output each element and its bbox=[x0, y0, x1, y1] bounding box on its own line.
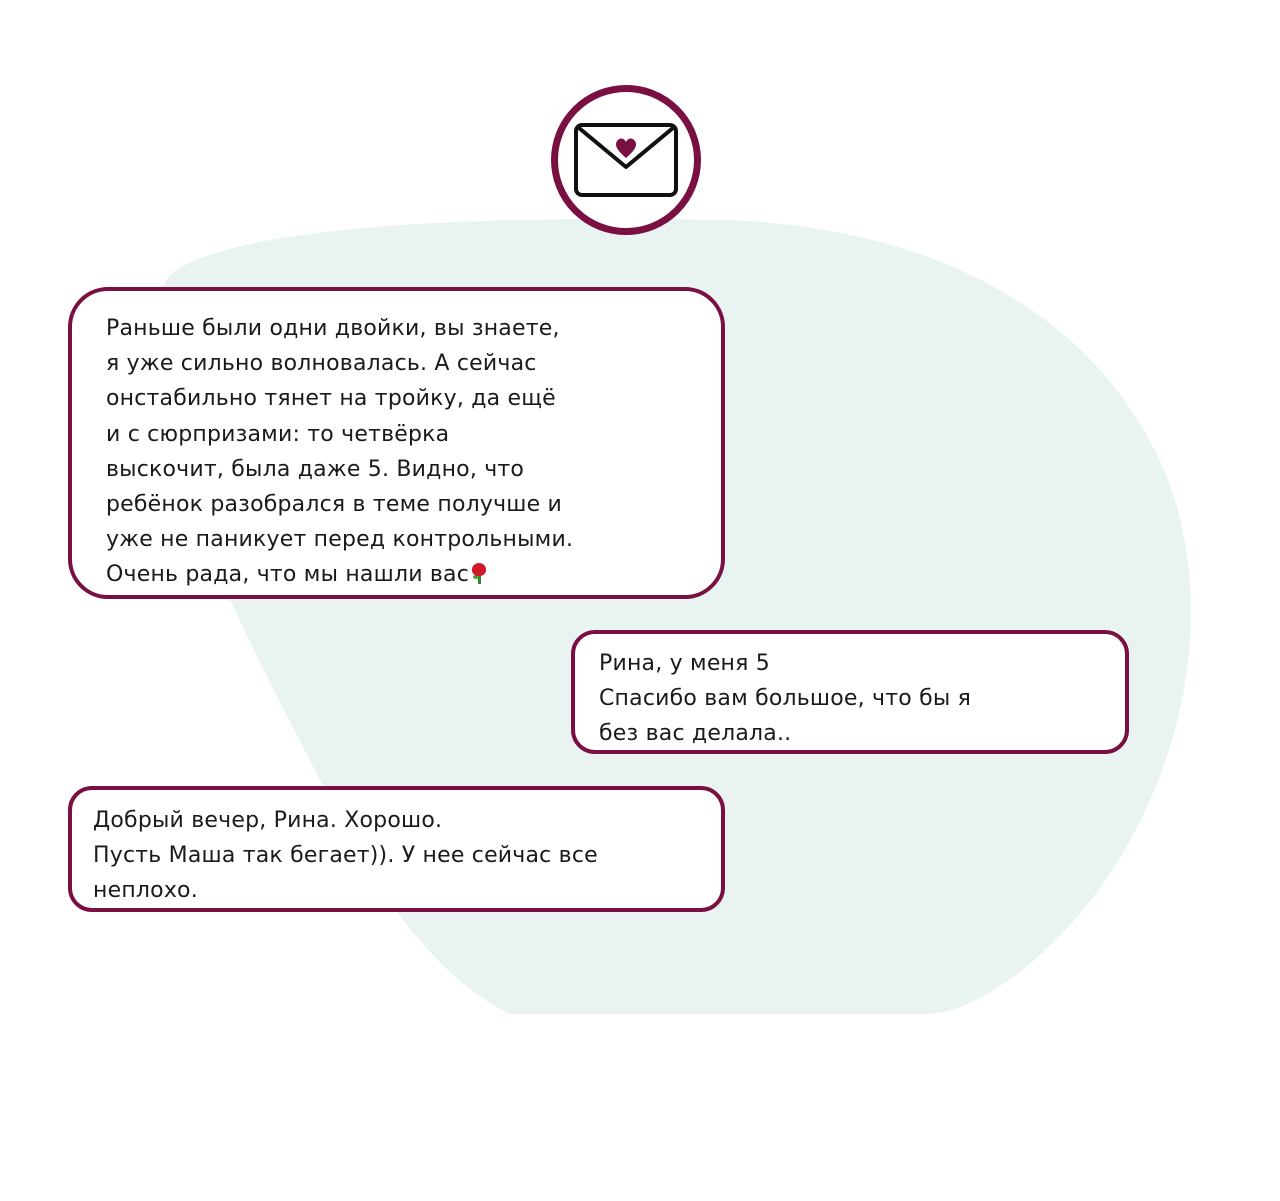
message-line: ребёнок разобрался в теме получше и bbox=[106, 492, 563, 518]
message-last-line bbox=[106, 557, 701, 592]
message-line: выскочит, была даже 5. Видно, что bbox=[106, 456, 525, 482]
message-line: уже не паникует перед контрольными. bbox=[106, 527, 574, 553]
message-bubble-1 bbox=[68, 287, 725, 599]
message-line: Рина, у меня 5 bbox=[599, 651, 770, 676]
message-line: онстабильно тянет на тройку, да ещё bbox=[106, 386, 556, 412]
message-bubble-2 bbox=[571, 630, 1129, 754]
message-line: Спасибо вам большое, что бы я bbox=[599, 686, 972, 711]
message-line: Раньше были одни двойки, вы знаете, bbox=[106, 316, 560, 341]
message-line: без вас делала.. bbox=[599, 721, 792, 746]
message-bubble-3 bbox=[68, 786, 725, 912]
message-line: и с сюрпризами: то четвёрка bbox=[106, 421, 450, 447]
message-line: я уже сильно волновалась. А сейчас bbox=[106, 351, 537, 377]
message-line: неплохо. bbox=[93, 878, 198, 903]
envelope-heart-icon bbox=[571, 120, 681, 200]
message-line: Пусть Маша так бегает)). У нее сейчас все bbox=[93, 843, 598, 868]
message-line: Добрый вечер, Рина. Хорошо. bbox=[93, 808, 443, 833]
rose-icon bbox=[470, 561, 488, 585]
message-line: Очень рада, что мы нашли вас bbox=[106, 562, 470, 588]
envelope-badge bbox=[551, 85, 701, 235]
